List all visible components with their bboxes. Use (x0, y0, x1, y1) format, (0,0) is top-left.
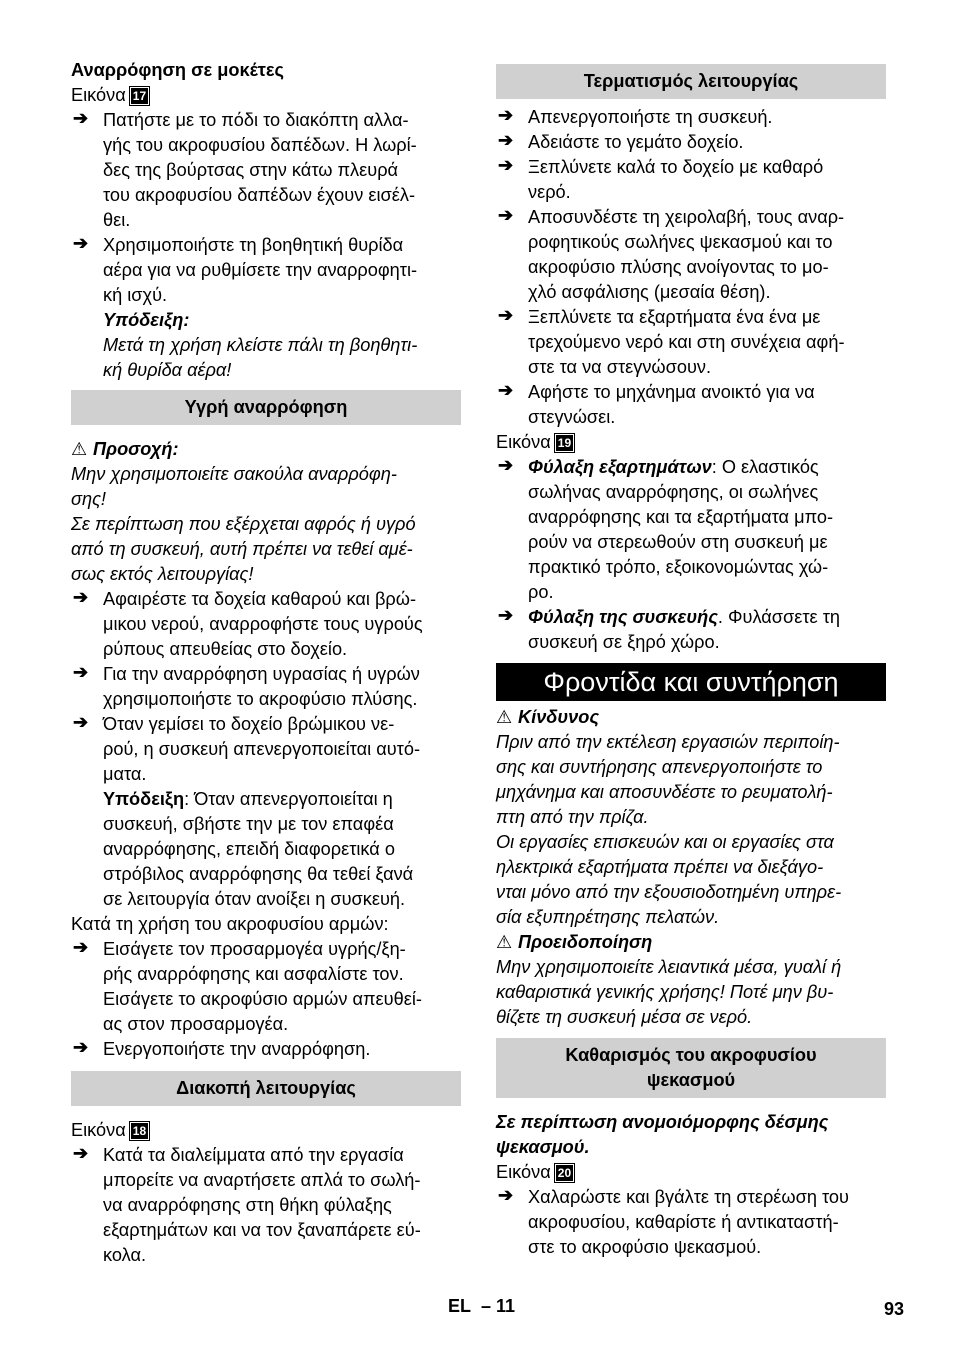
arrow-icon: ➔ (498, 130, 514, 150)
arrow-icon: ➔ (73, 108, 89, 128)
footer-section-page: EL – 11 (448, 1296, 516, 1316)
list-item: ➔ Αφαιρέστε τα δοχεία καθαρού και βρώ- μικου νερού, αναρροφήστε τους υγρούς ρύπους απευθείας στο δοχείο. (73, 587, 423, 659)
figure-number-badge: 19 (555, 434, 574, 452)
arrow-icon: ➔ (498, 380, 514, 400)
list-item: ➔ Όταν γεμίσει το δοχείο βρώμικου νε- ρού, η συσκευή απενεργοποιείται αυτό- ματα. Υπόδειξη: Όταν απενεργοποιείται η συσκευή, σβήστε την με τον επαφέα αναρρόφησης, επειδή διαφορετικά ο στρόβιλος αναρρόφησης θα τεθεί ξανά σε λειτουργία όταν ανοίξει η συσκευή. (71, 712, 461, 912)
arrow-icon: ➔ (73, 662, 89, 682)
arrow-icon: ➔ (498, 305, 514, 325)
note-title: Υπόδειξη: (103, 310, 190, 330)
list-item: ➔ Αποσυνδέστε τη χειρολαβή, τους αναρ- ροφητικούς σωλήνες ψεκασμού και το ακροφύσιο πλύσης ανοίγοντας το μο- χλό ασφάλισης (μεσαία θέση). (498, 205, 845, 302)
arrow-icon: ➔ (73, 1143, 89, 1163)
figure-ref-17: Εικόνα 17 (71, 83, 461, 108)
list-item: ➔ Αφήστε το μηχάνημα ανοικτό για να στεγνώσει. (498, 380, 815, 427)
section-title-carpet: Αναρρόφηση σε μοκέτες (71, 60, 285, 80)
warning-icon: ⚠ (71, 439, 88, 459)
arrow-icon: ➔ (73, 587, 89, 607)
page-number: 93 (884, 1299, 905, 1319)
arrow-icon: ➔ (498, 155, 514, 175)
figure-number-badge: 20 (555, 1164, 574, 1182)
list-item: ➔ Χαλαρώστε και βγάλτε τη στερέωση του ακροφυσίου, καθαρίστε ή αντικαταστή- στε το ακροφύσιο ψεκασμού. (498, 1185, 849, 1257)
list-item: ➔ Φύλαξη εξαρτημάτων: Ο ελαστικός σωλήνας αναρρόφησης, οι σωλήνες αναρρόφησης και τα εξαρτήματα μπο- ρούν να στερεωθούν στη συσκευή με πρακτικό τρόπο, εξοικονομώντας χώ- ρο. (498, 455, 834, 602)
list-item: ➔ Φύλαξη της συσκευής. Φυλάσσετε τη συσκευή σε ξηρό χώρο. (498, 605, 841, 652)
figure-number-badge: 18 (130, 1122, 149, 1140)
list-item: ➔ Πατήστε με το πόδι το διακόπτη αλλα- γής του ακροφυσίου δαπέδων. Η λωρί- δες της βούρτσας στην κάτω πλευρά του ακροφυσίου δαπέδων έχουν εισέλ- θει. (73, 108, 417, 230)
right-column: Τερματισμός λειτουργίας ➔ Απενεργοποιήστε τη συσκευή. ➔ Αδειάστε το γεμάτο δοχείο. ➔ Ξεπλύνετε καλά το δοχείο με καθαρό νερό. ➔ Αποσυνδέστε τη χειρολαβή, τους αναρ- ροφητικούς σωλήνες ψεκασμού και το ακροφύσιο πλύσης ανοίγοντας το μο- χλό ασφάλισης (μεσαία θέση). ➔ Ξεπλύνετε τα εξαρτήματα ένα ένα με τρεχούμενο νερό και στη συνέχεια αφή- στε τα να στεγνώσουν. ➔ Αφήστε το μηχάνημα ανοικτό για να στεγνώσει. Εικόνα 19 ➔ Φύλαξη εξαρτημάτων: Ο ελαστικός σωλήνας αναρρόφησης, οι σωλήνες αναρρόφησης και τα εξαρτήματα μπο- ρούν να στερεωθούν στη συσκευή με πρακτικό τρόπο, εξοικονομώντας χώ- ρο. ➔ Φύλαξη της συσκευής. Φυλάσσετε τη συσκευή σε ξηρό χώρο. Φροντίδα και συντήρηση ⚠ Κίνδυνος Πριν από την εκτέλεση εργασιών περιποίη- σης και συντήρησης απενεργοποιήστε το μηχάνημα και αποσυνδέστε το ρευματολή- πτη από την πρίζα. Οι εργασίες επισκευών και οι εργασίες στα ηλεκτρικά εξαρτήματα πρέπει να διεξάγο- νται μόνο από την εξουσιοδοτημένη υπηρε- σία εξυπηρέτησης πελατών. ⚠ Προειδοποίηση Μην χρησιμοποιείτε λειαντικά μέσα, γυαλί ή καθαριστικά γενικής χρήσης! Ποτέ μην βυ- θίζετε τη συσκευή μέσα σε νερό. Καθαρισμός του ακροφυσίου ψεκασμού Σε περίπτωση ανομοιόμορφης δέσμης ψεκασμού. Εικόνα 20 ➔ Χαλαρώστε και βγάλτε τη στερέωση του ακροφυσίου, καθαρίστε ή αντικαταστή- στε το ακροφύσιο ψεκασμού. (496, 64, 886, 1260)
caution-title: ⚠ Προσοχή: (71, 437, 461, 462)
arrow-icon: ➔ (498, 1185, 514, 1205)
figure-ref-20: Εικόνα 20 (496, 1160, 886, 1185)
figure-ref-18: Εικόνα 18 (71, 1118, 461, 1143)
arrow-icon: ➔ (498, 105, 514, 125)
arrow-icon: ➔ (73, 712, 89, 732)
arrow-icon: ➔ (498, 205, 514, 225)
list-item: ➔ Αδειάστε το γεμάτο δοχείο. (498, 130, 744, 152)
figure-number-badge: 17 (130, 87, 149, 105)
arrow-icon: ➔ (73, 1037, 89, 1057)
warning-icon: ⚠ (496, 932, 513, 952)
warning-icon: ⚠ (496, 707, 513, 727)
warning-title: ⚠ Προειδοποίηση (496, 930, 886, 955)
arrow-icon: ➔ (73, 937, 89, 957)
list-item: ➔ Για την αναρρόφηση υγρασίας ή υγρών χρησιμοποιήστε το ακροφύσιο πλύσης. (73, 662, 420, 709)
list-item: ➔ Απενεργοποιήστε τη συσκευή. (498, 105, 773, 127)
chapter-title-care-maintenance: Φροντίδα και συντήρηση (496, 663, 886, 701)
list-item: ➔ Ξεπλύνετε τα εξαρτήματα ένα ένα με τρεχούμενο νερό και στη συνέχεια αφή- στε τα να στεγνώσουν. (498, 305, 845, 377)
section-header-wet-vacuuming: Υγρή αναρρόφηση (71, 390, 461, 425)
list-item: ➔ Ενεργοποιήστε την αναρρόφηση. (73, 1037, 371, 1059)
hint-paragraph: Υπόδειξη: Όταν απενεργοποιείται η (103, 789, 393, 809)
list-item: ➔ Ξεπλύνετε καλά το δοχείο με καθαρό νερό. (498, 155, 824, 202)
list-item: ➔ Εισάγετε τον προσαρμογέα υγρής/ξη- ρής αναρρόφησης και ασφαλίστε τον. Εισάγετε το ακροφύσιο αρμών απευθεί- ας στον προσαρμογέα. (73, 937, 422, 1034)
left-column: Αναρρόφηση σε μοκέτες Εικόνα 17 ➔ Πατήστε με το πόδι το διακόπτη αλλα- γής του ακροφυσίου δαπέδων. Η λωρί- δες της βούρτσας στην κάτω πλευρά του ακροφυσίου δαπέδων έχουν εισέλ- θει. ➔ Χρησιμοποιήστε τη βοηθητική θυρίδα αέρα για να ρυθμίσετε την αναρροφητι- κή ισχύ. Υπόδειξη: Μετά τη χρήση κλείστε πάλι τη βοηθητι- κή θυρίδα αέρα! Υγρή αναρρόφηση ⚠ Προσοχή: Μην χρησιμοποιείτε σακούλα αναρρόφη- σης! Σε περίπτωση που εξέρχεται αφρός ή υγρό από τη συσκευή, αυτή πρέπει να τεθεί αμέ- σως εκτός λειτουργίας! ➔ Αφαιρέστε τα δοχεία καθαρού και βρώ- μικου νερού, αναρροφήστε τους υγρούς ρύπους απευθείας στο δοχείο. ➔ Για την αναρρόφηση υγρασίας ή υγρών χρησιμοποιήστε το ακροφύσιο πλύσης. ➔ Όταν γεμίσει το δοχείο βρώμικου νε- ρού, η συσκευή απενεργοποιείται αυτό- ματα. Υπόδειξη: Όταν απενεργοποιείται η συσκευή, σβήστε την με τον επαφέα αναρρόφησης, επειδή διαφορετικά ο στρόβιλος αναρρόφησης θα τεθεί ξανά σε λειτουργία όταν ανοίξει η συσκευή. Κατά τη χρήση του ακροφυσίου αρμών: ➔ Εισάγετε τον προσαρμογέα υγρής/ξη- ρής αναρρόφησης και ασφαλίστε τον. Εισάγετε το ακροφύσιο αρμών απευθεί- ας στον προσαρμογέα. ➔ Ενεργοποιήστε την αναρρόφηση. Διακοπή λειτουργίας Εικόνα 18 ➔ Κατά τα διαλείμματα από την εργασία μπορείτε να αναρτήσετε απλά το σωλή- να αναρρόφησης στη θήκη φύλαξης εξαρτημάτων και να τον ξαναπάρετε εύ- κολα. (71, 58, 461, 1268)
arrow-icon: ➔ (498, 455, 514, 475)
arrow-icon: ➔ (73, 233, 89, 253)
list-item: ➔ Κατά τα διαλείμματα από την εργασία μπορείτε να αναρτήσετε απλά το σωλή- να αναρρόφησης στη θήκη φύλαξης εξαρτημάτων και να τον ξαναπάρετε εύ- κολα. (73, 1143, 421, 1265)
list-item: ➔ Χρησιμοποιήστε τη βοηθητική θυρίδα αέρα για να ρυθμίσετε την αναρροφητι- κή ισχύ. Υπόδειξη: Μετά τη χρήση κλείστε πάλι τη βοηθητι- κή θυρίδα αέρα! (71, 233, 461, 383)
crevice-intro: Κατά τη χρήση του ακροφυσίου αρμών: (71, 914, 389, 934)
figure-ref-19: Εικόνα 19 (496, 430, 886, 455)
danger-title: ⚠ Κίνδυνος (496, 705, 886, 730)
section-header-shutdown: Τερματισμός λειτουργίας (496, 64, 886, 99)
section-header-nozzle-cleaning: Καθαρισμός του ακροφυσίου ψεκασμού (496, 1038, 886, 1098)
section-header-interruption: Διακοπή λειτουργίας (71, 1071, 461, 1106)
arrow-icon: ➔ (498, 605, 514, 625)
